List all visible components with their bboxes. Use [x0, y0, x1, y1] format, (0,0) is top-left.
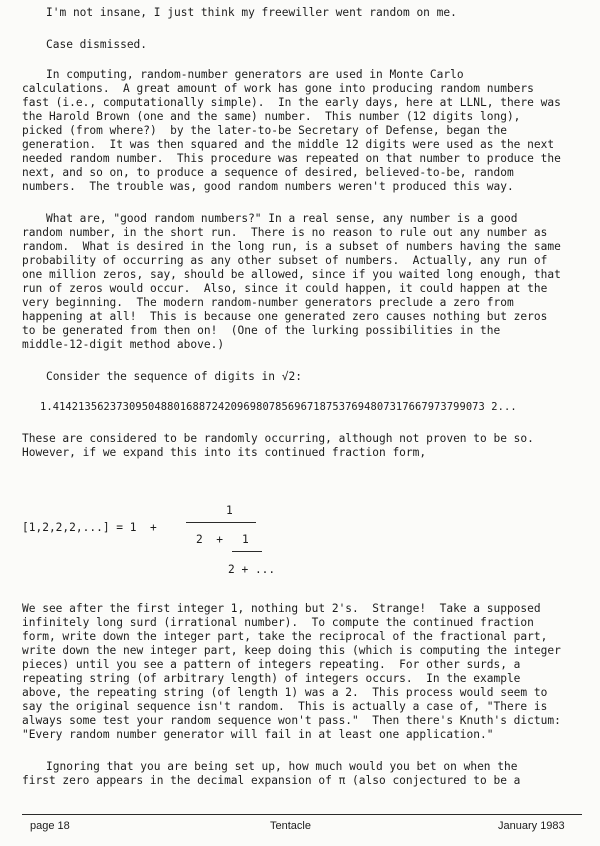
page-number: page 18	[30, 820, 70, 832]
text-line: calculations. A great amount of work has gone into producing random numbers	[22, 82, 534, 95]
fraction-bar-1	[186, 522, 256, 523]
text-line: needed random number. This procedure was repeated on that number to produce the	[22, 152, 561, 165]
text-line: What are, "good random numbers?" In a real sense, any number is a good	[46, 212, 518, 225]
formula-denominator-1: 2 +	[196, 533, 223, 546]
formula-lhs: [1,2,2,2,...] = 1 +	[22, 521, 157, 534]
text-line: However, if we expand this into its continued fraction form,	[22, 446, 427, 459]
text-line: fast (i.e., computationally simple). In the early days, here at LLNL, there was	[22, 96, 561, 109]
text-line: next, and so on, to produce a sequence of desired, believed-to-be, random	[22, 166, 514, 179]
text-line: form, write down the integer part, take the reciprocal of the fractional part,	[22, 630, 548, 643]
text-line: always some test your random sequence won't pass." Then there's Knuth's dictum:	[22, 714, 561, 727]
text-line: In computing, random-number generators are used in Monte Carlo	[46, 68, 464, 81]
publication-date: January 1983	[498, 820, 565, 832]
text-line: probability of occurring as any other subset of numbers. Actually, any run of	[22, 254, 548, 267]
text-line: say the original sequence isn't random. This is actually a case of, "There is	[22, 700, 548, 713]
text-line: "Every random number generator will fail in at least one application."	[22, 728, 494, 741]
footer-rule	[22, 814, 582, 815]
text-line: Ignoring that you are being set up, how much would you bet on when the	[46, 760, 518, 773]
text-line: numbers. The trouble was, good random numbers weren't produced this way.	[22, 180, 514, 193]
text-line: pieces) until you see a pattern of integers repeating. For other surds, a	[22, 658, 521, 671]
text-line: infinitely long surd (irrational number). To compute the continued fraction	[22, 616, 534, 629]
publication-title: Tentacle	[270, 820, 311, 832]
text-line: Consider the sequence of digits in √2:	[46, 370, 302, 383]
text-line: repeating string (of arbitrary length) of integers occurs. In the example	[22, 672, 521, 685]
text-line: to be generated from then on! (One of the lurking possibilities in the	[22, 324, 501, 337]
text-line: middle-12-digit method above.)	[22, 338, 225, 351]
text-line: above, the repeating string (of length 1) was a 2. This process would seem to	[22, 686, 548, 699]
text-line: one million zeros, say, should be allowed, since if you waited long enough, that	[22, 268, 561, 281]
text-line: picked (from where?) by the later-to-be Secretary of Defense, began the	[22, 124, 507, 137]
formula-denominator-2: 2 + ...	[228, 563, 276, 576]
text-line: first zero appears in the decimal expansion of π (also conjectured to be a	[22, 774, 521, 787]
sqrt2-digits: 1.41421356237309504880168872420969807856967187537694807317667973799073 2...	[40, 401, 517, 413]
text-line: I'm not insane, I just think my freewiller went random on me.	[46, 6, 457, 19]
text-line: random. What is desired in the long run, is a subset of numbers having the same	[22, 240, 561, 253]
text-line: run of zeros would occur. Also, since it could happen, it could happen at the	[22, 282, 548, 295]
text-line: very beginning. The modern random-number generators preclude a zero from	[22, 296, 514, 309]
text-line: generation. It was then squared and the middle 12 digits were used as the next	[22, 138, 555, 151]
formula-numerator-2: 1	[242, 533, 249, 546]
text-line: These are considered to be randomly occurring, although not proven to be so.	[22, 432, 534, 445]
fraction-bar-2	[232, 551, 262, 552]
text-line: happening at all! This is because one generated zero causes nothing but zeros	[22, 310, 548, 323]
text-line: We see after the first integer 1, nothing but 2's. Strange! Take a supposed	[22, 602, 541, 615]
text-line: the Harold Brown (one and the same) number. This number (12 digits long),	[22, 110, 521, 123]
formula-numerator-1: 1	[226, 504, 233, 517]
text-line: Case dismissed.	[46, 38, 148, 51]
text-line: write down the new integer part, keep doing this (which is computing the integer	[22, 644, 561, 657]
text-line: random number, in the short run. There is no reason to rule out any number as	[22, 226, 548, 239]
